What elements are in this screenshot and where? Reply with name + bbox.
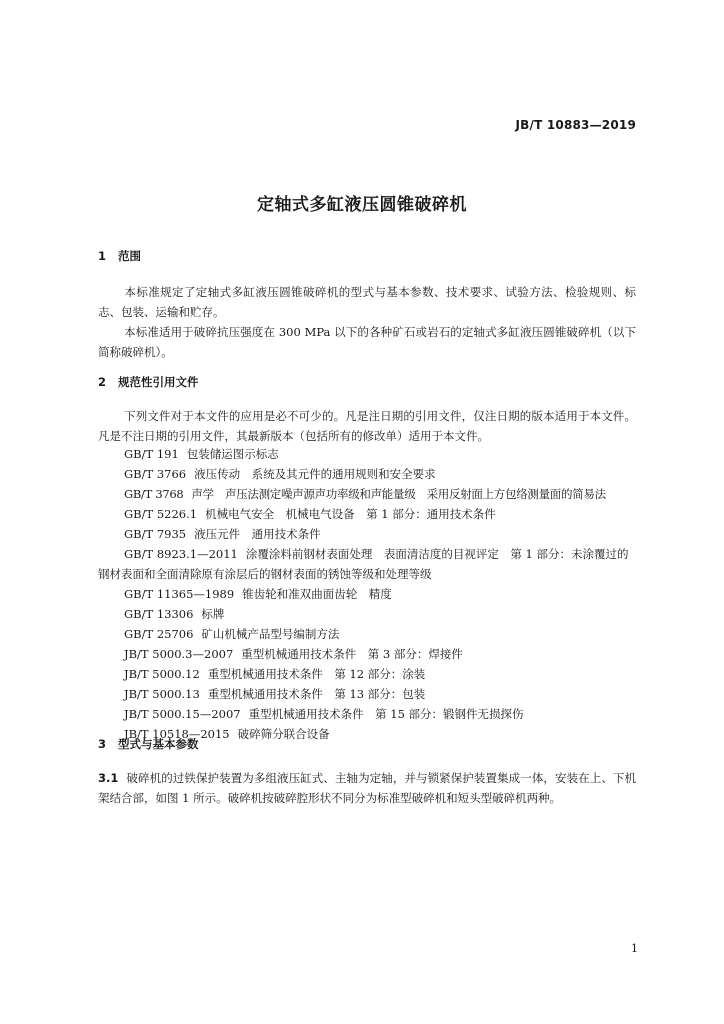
- section-number: 3: [98, 737, 107, 751]
- reference-title: 破碎筛分联合设备: [237, 727, 330, 741]
- reference-code: GB/T 5226.1: [124, 507, 198, 521]
- reference-title: 声学 声压法测定噪声源声功率级和声能量级 采用反射面上方包络测量面的简易法: [191, 487, 606, 501]
- reference-code: JB/T 5000.3—2007: [124, 647, 234, 661]
- reference-code: GB/T 191: [124, 447, 179, 461]
- reference-title: 重型机械通用技术条件 第 3 部分：焊接件: [241, 647, 463, 661]
- reference-code: GB/T 3766: [124, 467, 187, 481]
- reference-code: GB/T 3768: [124, 487, 184, 501]
- section-heading-normative-refs: [98, 374, 199, 390]
- normative-refs-intro: [98, 406, 636, 446]
- scope-paragraph-1: [98, 282, 636, 322]
- reference-code: JB/T 10518—2015: [124, 727, 230, 741]
- section-title: 规范性引用文件: [118, 375, 199, 389]
- section-title: 型式与基本参数: [118, 737, 199, 751]
- reference-title: 机械电气安全 机械电气设备 第 1 部分：通用技术条件: [205, 507, 496, 521]
- reference-title: 重型机械通用技术条件 第 12 部分：涂装: [207, 667, 426, 681]
- reference-item: [98, 464, 636, 484]
- section-number: 2: [98, 375, 107, 389]
- reference-code: GB/T 7935: [124, 527, 187, 541]
- document-title: 定轴式多缸液压圆锥破碎机: [257, 195, 467, 215]
- reference-title: 涂覆涂料前钢材表面处理 表面清洁度的目视评定 第 1 部分：未涂覆过的钢材表面和全面清除原有涂层后的钢材表面的锈蚀等级和处理等级: [98, 547, 629, 581]
- reference-item: [98, 524, 636, 544]
- reference-code: GB/T 11365—1989: [124, 587, 235, 601]
- clause-text: 破碎机的过铁保护装置为多组液压缸式、主轴为定轴，并与锁紧保护装置集成一体，安装在上、下机架结合部，如图 1 所示。破碎机按破碎腔形状不同分为标准型破碎机和短头型破碎机两种。: [98, 771, 636, 805]
- section-title: 范围: [118, 249, 141, 263]
- reference-code: GB/T 25706: [124, 627, 194, 641]
- section-heading-types: [98, 736, 199, 752]
- reference-item: [98, 444, 636, 464]
- reference-code: GB/T 13306: [124, 607, 194, 621]
- paragraph-text: 本标准适用于破碎抗压强度在 300 MPa 以下的各种矿石或岩石的定轴式多缸液压圆锥破碎机（以下简称破碎机）。: [98, 325, 636, 359]
- reference-code: JB/T 5000.15—2007: [124, 707, 241, 721]
- reference-title: 液压元件 通用技术条件: [194, 527, 321, 541]
- reference-title: 重型机械通用技术条件 第 13 部分：包装: [207, 687, 426, 701]
- scope-paragraph-2: [98, 322, 636, 362]
- section-number: 1: [98, 249, 107, 263]
- reference-code: JB/T 5000.12: [124, 667, 200, 681]
- reference-title: 标牌: [201, 607, 225, 621]
- reference-item: [98, 704, 636, 724]
- reference-code: JB/T 5000.13: [124, 687, 200, 701]
- clause-number: 3.1: [98, 771, 119, 785]
- page-number: 1: [631, 942, 638, 955]
- reference-item: [98, 644, 636, 664]
- reference-title: 矿山机械产品型号编制方法: [201, 627, 340, 641]
- reference-title: 锥齿轮和准双曲面齿轮 精度: [242, 587, 392, 601]
- reference-title: 包装储运图示标志: [186, 447, 279, 461]
- reference-item: [98, 584, 636, 604]
- reference-list: [98, 444, 636, 744]
- paragraph-text: 下列文件对于本文件的应用是必不可少的。凡是注日期的引用文件，仅注日期的版本适用于本文件。凡是不注日期的引用文件，其最新版本（包括所有的修改单）适用于本文件。: [98, 409, 636, 443]
- reference-item: [98, 504, 636, 524]
- reference-item: [98, 544, 636, 584]
- reference-title: 液压传动 系统及其元件的通用规则和安全要求: [194, 467, 436, 481]
- reference-item: [98, 624, 636, 644]
- paragraph-text: 本标准规定了定轴式多缸液压圆锥破碎机的型式与基本参数、技术要求、试验方法、检验规则、标志、包装、运输和贮存。: [98, 285, 636, 319]
- reference-code: GB/T 8923.1—2011: [124, 547, 238, 561]
- reference-item: [98, 604, 636, 624]
- reference-item: [98, 664, 636, 684]
- section-heading-scope: [98, 248, 141, 264]
- clause-3-1: [98, 768, 636, 808]
- reference-item: [98, 684, 636, 704]
- reference-title: 重型机械通用技术条件 第 15 部分：锻钢件无损探伤: [248, 707, 524, 721]
- standard-code: JB/T 10883—2019: [515, 118, 636, 132]
- reference-item: [98, 484, 636, 504]
